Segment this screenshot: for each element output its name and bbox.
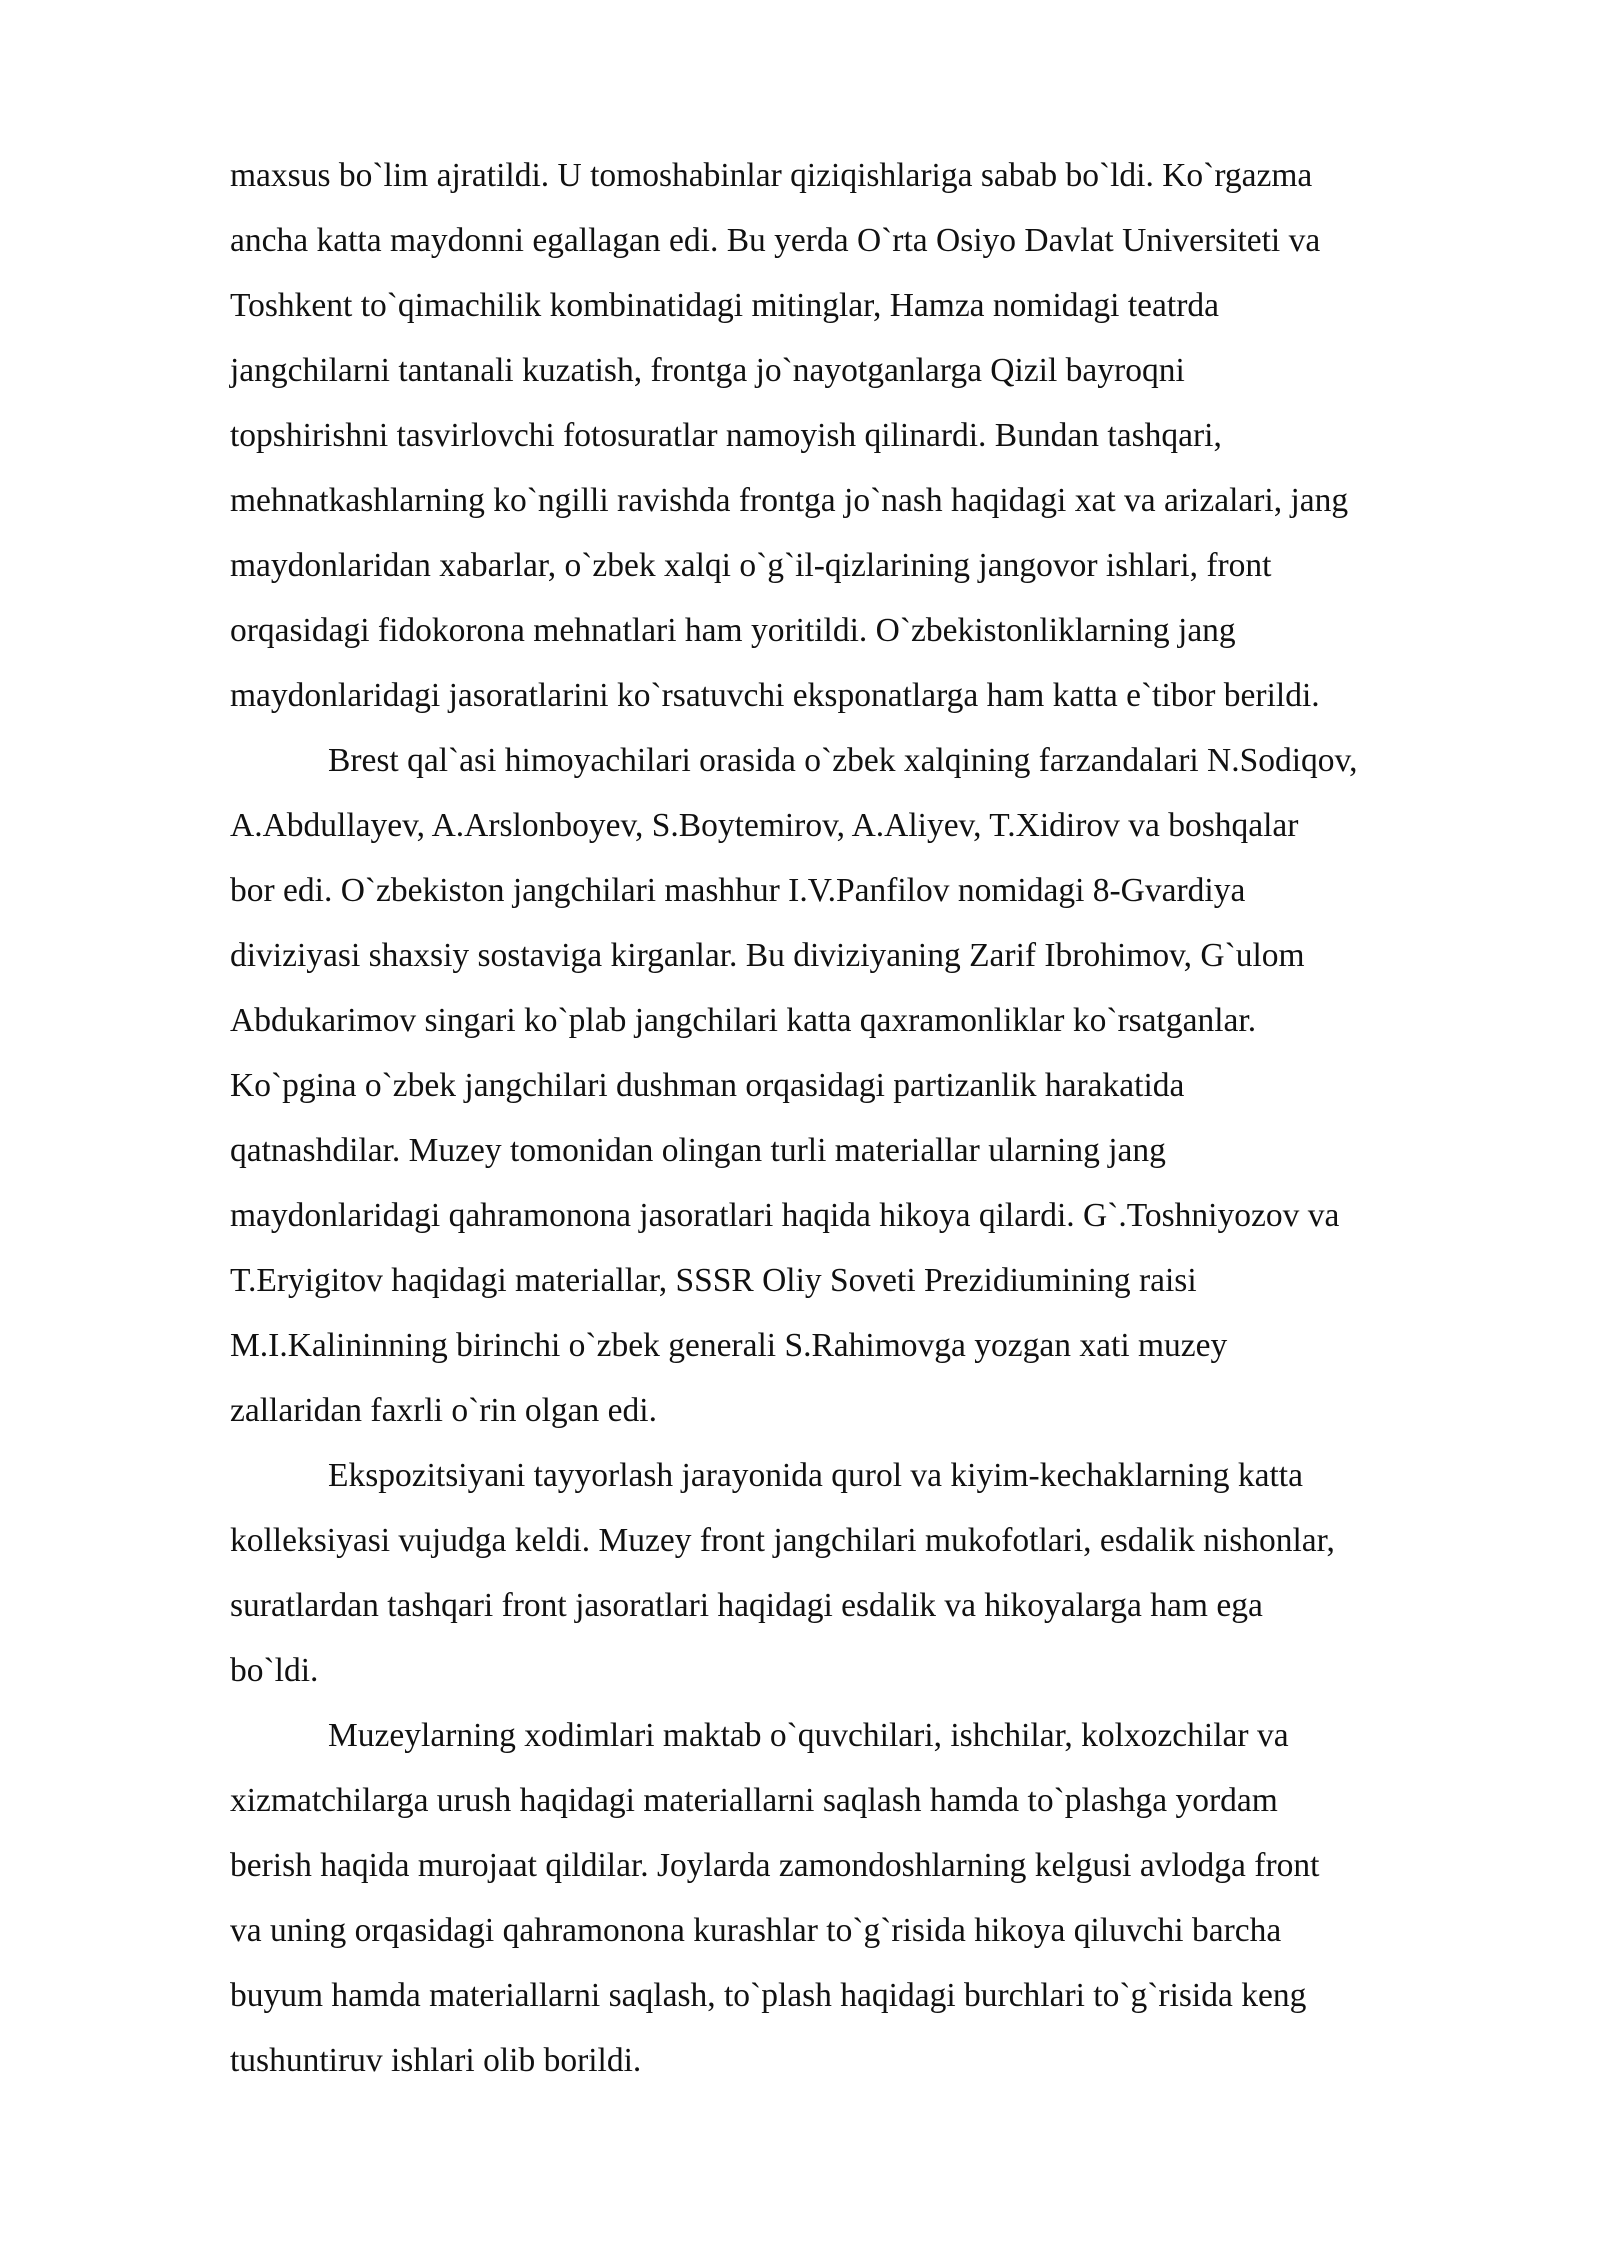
text-line: Toshkent to`qimachilik kombinatidagi mitinglar, Hamza nomidagi teatrda	[230, 287, 1219, 324]
text-line: buyum hamda materiallarni saqlash, to`plash haqidagi burchlari to`g`risida keng	[230, 1977, 1307, 2014]
text-line: ancha katta maydonni egallagan edi. Bu yerda O`rta Osiyo Davlat Universiteti va	[230, 222, 1321, 259]
text-line: M.I.Kalininning birinchi o`zbek generali S.Rahimovga yozgan xati muzey	[230, 1327, 1228, 1364]
text-line: topshirishni tasvirlovchi fotosuratlar namoyish qilinardi. Bundan tashqari,	[230, 417, 1222, 454]
text-line: Abdukarimov singari ko`plab jangchilari katta qaxramonliklar ko`rsatganlar.	[230, 1002, 1257, 1039]
text-line: maydonlaridan xabarlar, o`zbek xalqi o`g`il-qizlarining jangovor ishlari, front	[230, 547, 1272, 584]
paragraph-first-line: Ekspozitsiyani tayyorlash jarayonida qurol va kiyim-kechaklarning katta	[328, 1457, 1303, 1494]
body-text	[230, 143, 1500, 2093]
text-line: maydonlaridagi jasoratlarini ko`rsatuvchi eksponatlarga ham katta e`tibor berildi.	[230, 677, 1320, 714]
text-line: bor edi. O`zbekiston jangchilari mashhur I.V.Panfilov nomidagi 8-Gvardiya	[230, 872, 1246, 909]
text-line: bo`ldi.	[230, 1652, 319, 1689]
text-line: Ko`pgina o`zbek jangchilari dushman orqasidagi partizanlik harakatida	[230, 1067, 1185, 1104]
text-line: T.Eryigitov haqidagi materiallar, SSSR Oliy Soveti Prezidiumining raisi	[230, 1262, 1197, 1299]
text-line: A.Abdullayev, A.Arslonboyev, S.Boytemirov, A.Aliyev, T.Xidirov va boshqalar	[230, 807, 1299, 844]
text-line: maydonlaridagi qahramonona jasoratlari haqida hikoya qilardi. G`.Toshniyozov va	[230, 1197, 1340, 1234]
text-line: kolleksiyasi vujudga keldi. Muzey front jangchilari mukofotlari, esdalik nishonlar,	[230, 1522, 1335, 1559]
text-line: qatnashdilar. Muzey tomonidan olingan turli materiallar ularning jang	[230, 1132, 1166, 1169]
paragraph-first-line: Muzeylarning xodimlari maktab o`quvchilari, ishchilar, kolxozchilar va	[328, 1717, 1289, 1754]
text-line: zallaridan faxrli o`rin olgan edi.	[230, 1392, 657, 1429]
text-line: jangchilarni tantanali kuzatish, frontga jo`nayotganlarga Qizil bayroqni	[230, 352, 1185, 389]
text-line: xizmatchilarga urush haqidagi materiallarni saqlash hamda to`plashga yordam	[230, 1782, 1278, 1819]
text-line: tushuntiruv ishlari olib borildi.	[230, 2042, 642, 2079]
text-line: maxsus bo`lim ajratildi. U tomoshabinlar qiziqishlariga sabab bo`ldi. Ko`rgazma	[230, 157, 1313, 194]
text-line: orqasidagi fidokorona mehnatlari ham yoritildi. O`zbekistonliklarning jang	[230, 612, 1236, 649]
text-line: va uning orqasidagi qahramonona kurashlar to`g`risida hikoya qiluvchi barcha	[230, 1912, 1282, 1949]
text-line: suratlardan tashqari front jasoratlari haqidagi esdalik va hikoyalarga ham ega	[230, 1587, 1263, 1624]
text-line: diviziyasi shaxsiy sostaviga kirganlar. Bu diviziyaning Zarif Ibrohimov, G`ulom	[230, 937, 1305, 974]
text-line: mehnatkashlarning ko`ngilli ravishda frontga jo`nash haqidagi xat va arizalari, jang	[230, 482, 1349, 519]
text-line: berish haqida murojaat qildilar. Joylarda zamondoshlarning kelgusi avlodga front	[230, 1847, 1320, 1884]
paragraph-first-line: Brest qal`asi himoyachilari orasida o`zbek xalqining farzandalari N.Sodiqov,	[328, 742, 1358, 779]
